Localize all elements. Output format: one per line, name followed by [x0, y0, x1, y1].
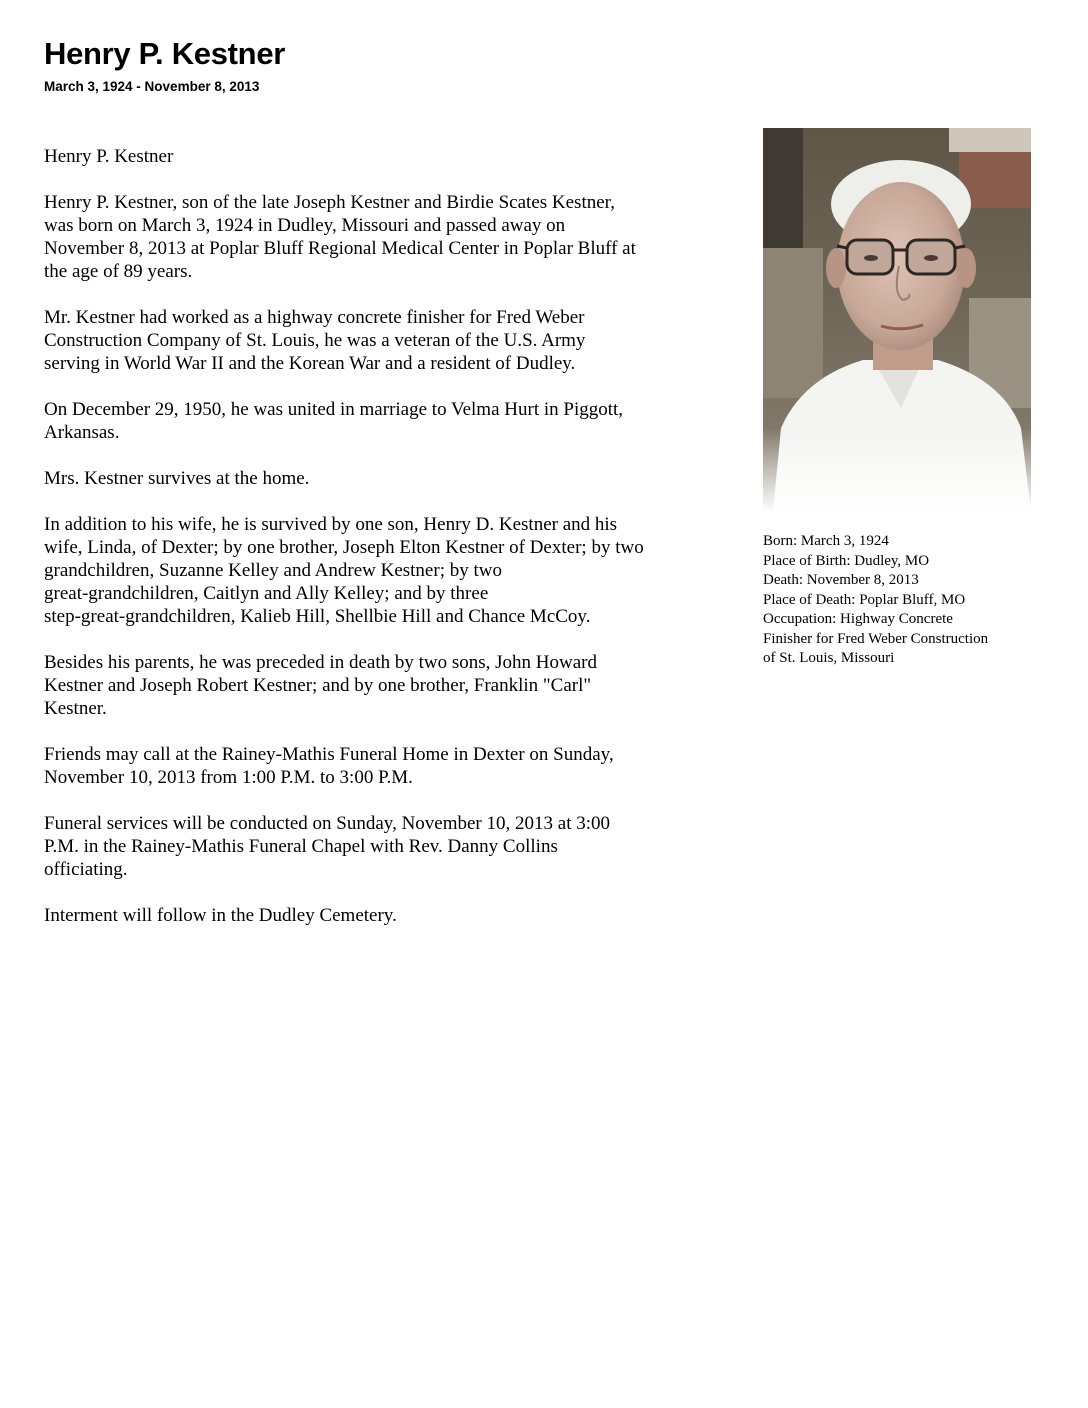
obituary-line: Friends may call at the Rainey-Mathis Funeral Home in Dexter on Sunday,: [44, 744, 614, 765]
obituary-line: was born on March 3, 1924 in Dudley, Missouri and passed away on: [44, 215, 566, 236]
obituary-line: Besides his parents, he was preceded in death by two sons, John Howard: [44, 652, 597, 673]
obituary-line: November 8, 2013 at Poplar Bluff Regional Medical Center in Poplar Bluff at: [44, 238, 636, 259]
obituary-name-title: Henry P. Kestner: [44, 36, 286, 71]
portrait-photo: [763, 128, 1031, 512]
obituary-line: Kestner.: [44, 698, 107, 719]
obituary-line: November 10, 2013 from 1:00 P.M. to 3:00 P.M.: [44, 767, 413, 788]
obituary-line: Henry P. Kestner: [44, 146, 174, 167]
obituary-line: In addition to his wife, he is survived by one son, Henry D. Kestner and his: [44, 514, 618, 535]
vital-info-box: [763, 532, 1053, 669]
vital-info-line: Born: March 3, 1924: [763, 533, 889, 549]
obituary-paragraph: [44, 191, 734, 283]
obituary-line: On December 29, 1950, he was united in marriage to Velma Hurt in Piggott,: [44, 399, 624, 420]
obituary-line: wife, Linda, of Dexter; by one brother, Joseph Elton Kestner of Dexter; by two: [44, 537, 644, 558]
vital-info-line: Place of Birth: Dudley, MO: [763, 552, 930, 569]
obituary-paragraph: [44, 306, 734, 375]
obituary-paragraph: [44, 513, 734, 628]
obituary-line: Funeral services will be conducted on Sunday, November 10, 2013 at 3:00: [44, 813, 611, 834]
obituary-line: the age of 89 years.: [44, 261, 193, 282]
obituary-paragraph: [44, 904, 734, 927]
obituary-line: step-great-grandchildren, Kalieb Hill, Shellbie Hill and Chance McCoy.: [44, 606, 591, 627]
obituary-paragraph: [44, 467, 734, 490]
obituary-paragraph: [44, 812, 734, 881]
vital-info-line: Occupation: Highway Concrete: [763, 611, 953, 627]
obituary-paragraph: [44, 145, 734, 168]
obituary-line: grandchildren, Suzanne Kelley and Andrew Kestner; by two: [44, 560, 502, 581]
obituary-line: Interment will follow in the Dudley Cemetery.: [44, 905, 397, 926]
obituary-body: [44, 145, 734, 950]
obituary-line: Henry P. Kestner, son of the late Joseph Kestner and Birdie Scates Kestner,: [44, 192, 615, 213]
life-dates: March 3, 1924 - November 8, 2013: [44, 79, 260, 94]
vital-info-line: of St. Louis, Missouri: [763, 650, 895, 666]
obituary-line: Construction Company of St. Louis, he was a veteran of the U.S. Army: [44, 330, 586, 351]
obituary-line: P.M. in the Rainey-Mathis Funeral Chapel with Rev. Danny Collins: [44, 836, 558, 857]
vital-info-line: Finisher for Fred Weber Construction: [763, 630, 989, 647]
obituary-line: Mrs. Kestner survives at the home.: [44, 468, 310, 489]
obituary-line: Kestner and Joseph Robert Kestner; and by one brother, Franklin "Carl": [44, 675, 592, 696]
obituary-line: Mr. Kestner had worked as a highway concrete finisher for Fred Weber: [44, 307, 585, 328]
vital-info-line: Place of Death: Poplar Bluff, MO: [763, 591, 966, 608]
obituary-line: officiating.: [44, 859, 128, 880]
obituary-paragraph: [44, 651, 734, 720]
obituary-paragraph: [44, 743, 734, 789]
obituary-line: serving in World War II and the Korean War and a resident of Dudley.: [44, 353, 576, 374]
obituary-line: Arkansas.: [44, 422, 120, 443]
vital-info-line: Death: November 8, 2013: [763, 572, 919, 588]
obituary-line: great-grandchildren, Caitlyn and Ally Kelley; and by three: [44, 583, 489, 604]
obituary-paragraph: [44, 398, 734, 444]
